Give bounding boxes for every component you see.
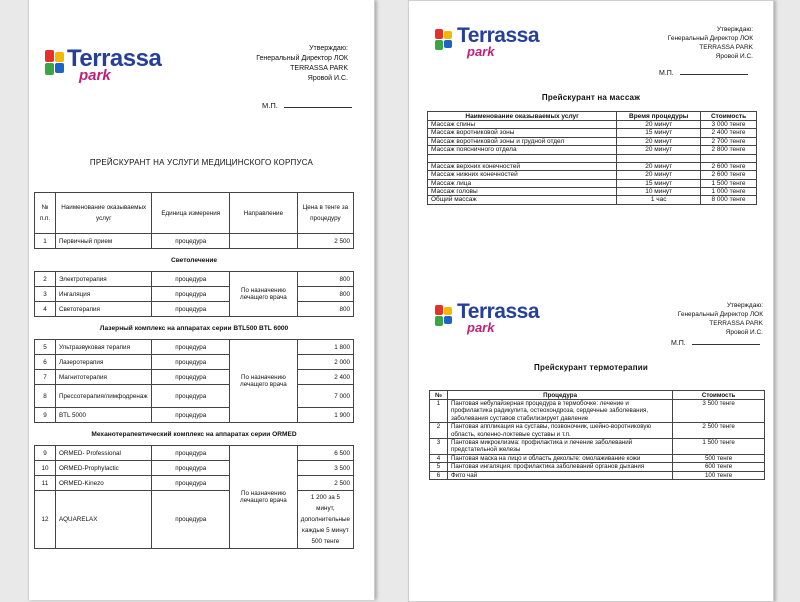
- approval-line-2: Генеральный Директор ЛОК: [667, 35, 753, 42]
- row-price: 3 500: [297, 461, 353, 476]
- row-time: 15 минут: [617, 129, 701, 137]
- row-time: 20 минут: [617, 146, 701, 154]
- table-row: [428, 179, 757, 187]
- header-name: Наименование оказываемых услуг: [428, 112, 617, 121]
- table-row: [35, 302, 354, 317]
- table-row: [35, 355, 354, 370]
- row-num: 11: [35, 476, 56, 491]
- section-title-row: [35, 249, 354, 272]
- row-name: Общий массаж: [428, 196, 617, 204]
- table-row: [35, 446, 354, 461]
- mp-label: М.П.: [659, 70, 674, 77]
- row-unit: процедура: [152, 272, 230, 287]
- signature-line: [284, 100, 352, 108]
- row-unit: процедура: [152, 340, 230, 355]
- approval-line-3: TERRASSA PARK: [709, 320, 763, 327]
- logo-word: Terrassa: [457, 24, 540, 47]
- row-name: [428, 154, 617, 162]
- table-row: [35, 461, 354, 476]
- header-price: Стоимость: [701, 112, 757, 121]
- table-row: [35, 476, 354, 491]
- row-unit: процедура: [152, 476, 230, 491]
- row-name: Массаж воротниковой зоны: [428, 129, 617, 137]
- seal-place: [262, 100, 352, 110]
- header-num: № п.п.: [35, 193, 56, 234]
- table-row: [430, 463, 765, 471]
- logo-park: park: [467, 44, 495, 59]
- approval-line-1: Утверждаю:: [309, 45, 348, 52]
- row-name: Массаж воротниковой зоны и грудной отдел: [428, 137, 617, 145]
- terrassa-park-logo: [435, 25, 555, 65]
- row-unit: процедура: [152, 461, 230, 476]
- table-row: [428, 137, 757, 145]
- terrassa-park-logo: [45, 46, 165, 86]
- row-num: 9: [35, 446, 56, 461]
- row-name: Ингаляция: [55, 287, 152, 302]
- row-direction: По назначению лечащего врача: [230, 340, 298, 423]
- row-name: Массаж нижних конечностей: [428, 171, 617, 179]
- row-price: 100 тенге: [673, 471, 765, 479]
- row-num: 7: [35, 370, 56, 385]
- row-time: 20 минут: [617, 171, 701, 179]
- row-num: 6: [430, 471, 448, 479]
- document-page-massage-thermo: [408, 0, 774, 602]
- header-price: Стоимость: [673, 391, 765, 400]
- table-row: [428, 121, 757, 129]
- table-row: [428, 129, 757, 137]
- row-price: 800: [297, 272, 353, 287]
- approval-block: [668, 25, 753, 61]
- table-header-row: [35, 193, 354, 234]
- row-price: 2 500: [297, 234, 353, 249]
- table-row: [428, 146, 757, 154]
- row-name: AQUARELAX: [55, 491, 152, 549]
- row-unit: процедура: [152, 491, 230, 549]
- medical-price-table: [34, 192, 354, 549]
- row-name: Лазеротерапия: [55, 355, 152, 370]
- header-price: Цена в тенге за процедуру: [297, 193, 353, 234]
- table-row: [35, 340, 354, 355]
- terrassa-park-logo: [435, 301, 555, 341]
- row-num: 5: [430, 463, 448, 471]
- table-row: [35, 287, 354, 302]
- row-price: 800: [297, 287, 353, 302]
- row-price: 3 500 тенге: [673, 400, 765, 423]
- header-direction: Направление: [230, 193, 298, 234]
- row-num: 2: [35, 272, 56, 287]
- row-name: Прессотерапия/лимфодренаж: [55, 385, 152, 408]
- row-name: Пантовая небулайзерная процедура в термобочке: лечение и профилактика радикулита, остеохондроза, сердечные заболевания, заболевания суставов стабилизирует давление: [447, 400, 672, 423]
- row-price: 2 500 тенге: [673, 423, 765, 439]
- approval-block: [678, 301, 763, 337]
- table-row: [35, 234, 354, 249]
- row-name: Массаж головы: [428, 188, 617, 196]
- row-name: Пантовая микроклизма: профилактика и лечение заболеваний предстательной железы: [447, 439, 672, 455]
- row-unit: процедура: [152, 370, 230, 385]
- logo-word: Terrassa: [67, 45, 162, 72]
- row-price: 2 400: [297, 370, 353, 385]
- row-price: 1 900: [297, 408, 353, 423]
- row-price: 2 600 тенге: [701, 171, 757, 179]
- row-num: 3: [35, 287, 56, 302]
- row-unit: процедура: [152, 234, 230, 249]
- logo-park: park: [79, 67, 111, 84]
- row-unit: процедура: [152, 302, 230, 317]
- row-time: 20 минут: [617, 137, 701, 145]
- signature-line: [692, 337, 760, 345]
- row-unit: процедура: [152, 355, 230, 370]
- row-price: 500 тенге: [673, 454, 765, 462]
- table-row: [430, 423, 765, 439]
- table-row: [35, 491, 354, 549]
- section-title: Светолечение: [35, 249, 354, 272]
- row-name: Ультразвуковая терапия: [55, 340, 152, 355]
- approval-line-4: Яровой И.С.: [715, 53, 753, 60]
- seal-place: [659, 67, 748, 77]
- row-price: 6 500: [297, 446, 353, 461]
- row-num: 6: [35, 355, 56, 370]
- row-name: Массаж спины: [428, 121, 617, 129]
- table-row: [35, 408, 354, 423]
- header-name: Наименование оказываемых услуг: [55, 193, 152, 234]
- section-title-row: [35, 317, 354, 340]
- row-name: Массаж лица: [428, 179, 617, 187]
- approval-line-2: Генеральный Директор ЛОК: [677, 311, 763, 318]
- approval-line-3: TERRASSA PARK: [290, 65, 348, 72]
- section-title: Механотерапевтический комплекс на аппаратах серии ORMED: [35, 423, 354, 446]
- row-name: Массаж верхних конечностей: [428, 162, 617, 170]
- massage-title: Прейскурант на массаж: [541, 93, 641, 102]
- row-num: 10: [35, 461, 56, 476]
- row-num: 4: [35, 302, 56, 317]
- row-price: 2 000: [297, 355, 353, 370]
- approval-line-1: Утверждаю:: [716, 26, 753, 33]
- massage-price-table: [427, 111, 757, 205]
- row-time: [617, 154, 701, 162]
- table-row: [430, 439, 765, 455]
- table-row: [430, 454, 765, 462]
- row-name: Магнитотерапия: [55, 370, 152, 385]
- approval-line-4: Яровой И.С.: [307, 75, 348, 82]
- medical-title: ПРЕЙСКУРАНТ НА УСЛУГИ МЕДИЦИНСКОГО КОРПУСА: [89, 158, 314, 167]
- row-price: 800: [297, 302, 353, 317]
- table-row: [430, 471, 765, 479]
- row-name: Пантовая ингаляция: профилактика заболеваний органов дыхания: [447, 463, 672, 471]
- mp-label: М.П.: [671, 340, 686, 347]
- logo-word: Terrassa: [457, 300, 540, 323]
- row-price: 1 800: [297, 340, 353, 355]
- header-procedure: Процедура: [447, 391, 672, 400]
- section-title: Лазерный комплекс на аппаратах серии BTL500 BTL 6000: [35, 317, 354, 340]
- logo-mark-icon: [435, 29, 459, 57]
- row-num: 1: [35, 234, 56, 249]
- row-price: 2 400 тенге: [701, 129, 757, 137]
- row-num: 4: [430, 454, 448, 462]
- logo-park: park: [467, 320, 495, 335]
- row-name: ORMED-Kinezo: [55, 476, 152, 491]
- row-time: 15 минут: [617, 179, 701, 187]
- row-num: 1: [430, 400, 448, 423]
- row-num: 2: [430, 423, 448, 439]
- row-num: 3: [430, 439, 448, 455]
- row-num: 12: [35, 491, 56, 549]
- row-price: 2 800 тенге: [701, 146, 757, 154]
- row-name: Массаж поясничного отдела: [428, 146, 617, 154]
- row-time: 1 час: [617, 196, 701, 204]
- row-name: ORMED-Prophylactic: [55, 461, 152, 476]
- row-price: 1 500 тенге: [673, 439, 765, 455]
- row-name: Первичный прием: [55, 234, 152, 249]
- row-name: Пантовая маска на лицо и область декольте: омолаживание кожи: [447, 454, 672, 462]
- row-time: 20 минут: [617, 121, 701, 129]
- row-price: 8 000 тенге: [701, 196, 757, 204]
- row-price: 7 000: [297, 385, 353, 408]
- row-num: 9: [35, 408, 56, 423]
- row-direction: По назначению лечащего врача: [230, 446, 298, 549]
- row-unit: процедура: [152, 287, 230, 302]
- row-price: 1 200 за 5 минут, дополнительные каждые 5 минут 500 тенге: [297, 491, 353, 549]
- row-price: 1 000 тенге: [701, 188, 757, 196]
- row-name: BTL 5000: [55, 408, 152, 423]
- row-direction: [230, 234, 298, 249]
- row-name: Пантовая аппликация на суставы, позвоночник, шейно-воротниковую область, коленно-локтевые суставы и т.п.: [447, 423, 672, 439]
- seal-place: [671, 337, 760, 347]
- table-header-row: [430, 391, 765, 400]
- row-price: 2 500: [297, 476, 353, 491]
- row-time: 20 минут: [617, 162, 701, 170]
- table-row: [428, 162, 757, 170]
- row-price: 3 000 тенге: [701, 121, 757, 129]
- thermo-price-table: [429, 390, 765, 480]
- table-header-row: [428, 112, 757, 121]
- thermo-title: Прейскурант термотерапии: [534, 363, 648, 372]
- approval-line-1: Утверждаю:: [726, 302, 763, 309]
- row-name: Фито чай: [447, 471, 672, 479]
- table-row: [428, 196, 757, 204]
- row-direction: По назначению лечащего врача: [230, 272, 298, 317]
- header-time: Время процедуры: [617, 112, 701, 121]
- row-num: 8: [35, 385, 56, 408]
- table-row: [35, 272, 354, 287]
- table-row: [428, 188, 757, 196]
- document-page-medical: [28, 0, 375, 600]
- mp-label: М.П.: [262, 101, 278, 110]
- row-num: 5: [35, 340, 56, 355]
- row-price: 1 500 тенге: [701, 179, 757, 187]
- approval-line-4: Яровой И.С.: [725, 329, 763, 336]
- row-price: 2 700 тенге: [701, 137, 757, 145]
- logo-mark-icon: [435, 305, 459, 333]
- row-unit: процедура: [152, 408, 230, 423]
- table-row: [430, 400, 765, 423]
- header-unit: Единица измерения: [152, 193, 230, 234]
- row-name: ORMED- Professional: [55, 446, 152, 461]
- table-row: [428, 171, 757, 179]
- row-price: [701, 154, 757, 162]
- logo-mark-icon: [45, 50, 69, 78]
- section-title-row: [35, 423, 354, 446]
- signature-line: [680, 67, 748, 75]
- row-unit: процедура: [152, 385, 230, 408]
- row-time: 10 минут: [617, 188, 701, 196]
- row-price: 600 тенге: [673, 463, 765, 471]
- header-num: №: [430, 391, 448, 400]
- approval-line-2: Генеральный Директор ЛОК: [256, 55, 348, 62]
- table-row: [428, 154, 757, 162]
- row-price: 2 600 тенге: [701, 162, 757, 170]
- table-row: [35, 385, 354, 408]
- approval-line-3: TERRASSA PARK: [699, 44, 753, 51]
- row-unit: процедура: [152, 446, 230, 461]
- table-row: [35, 370, 354, 385]
- row-name: Электротерапия: [55, 272, 152, 287]
- approval-block: [256, 44, 348, 84]
- row-name: Светотерапия: [55, 302, 152, 317]
